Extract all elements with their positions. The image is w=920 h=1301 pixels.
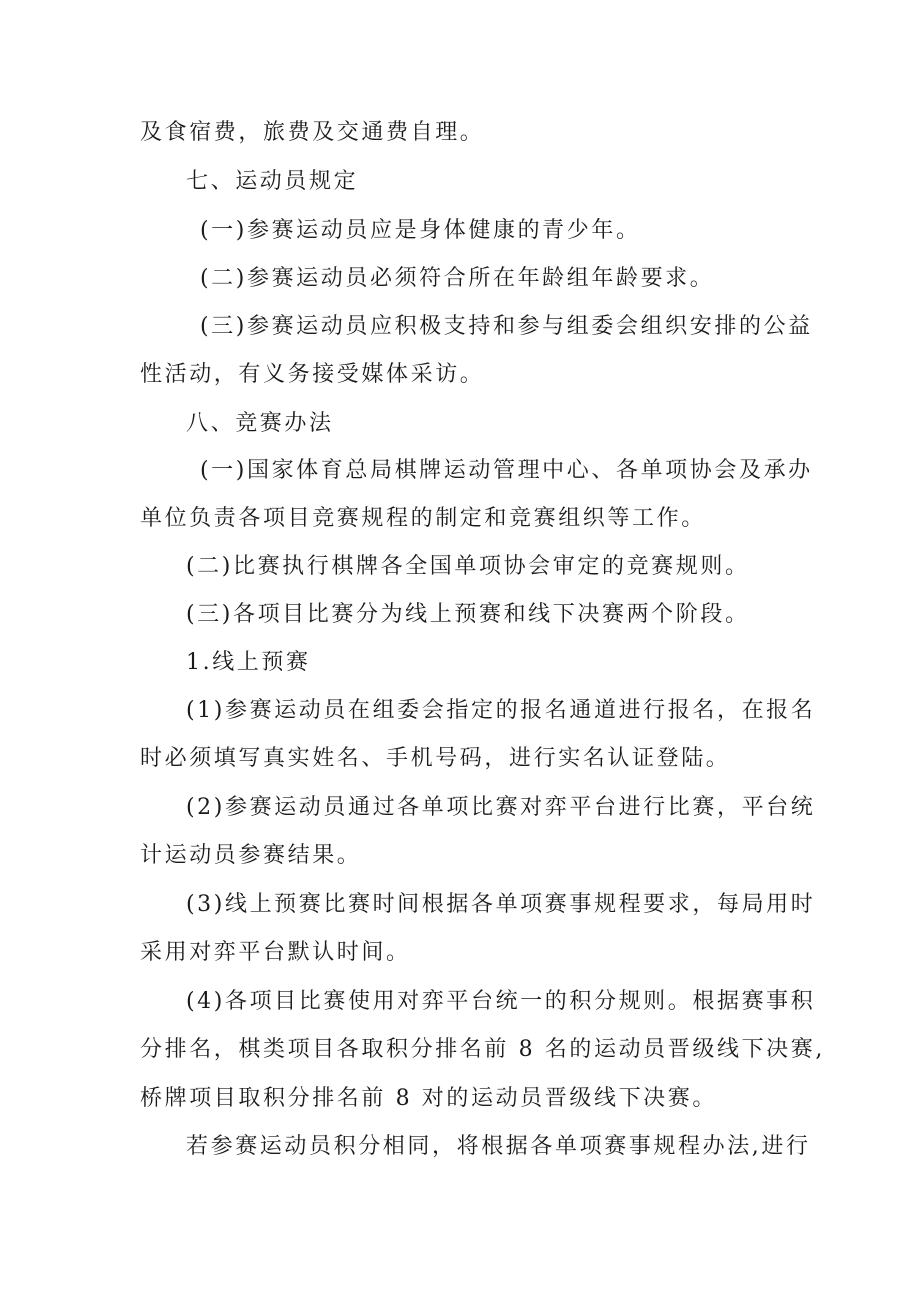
text-line: (4)各项目比赛使用对弈平台统一的积分规则。根据赛事积 (186, 989, 816, 1014)
text-line: 及食宿费，旅费及交通费自理。 (140, 120, 485, 145)
section-heading-7: 七、运动员规定 (186, 169, 359, 194)
text-line: (3)线上预赛比赛时间根据各单项赛事规程要求，每局用时 (186, 892, 816, 917)
text-line: (三)各项目比赛分为线上预赛和线下决赛两个阶段。 (186, 602, 750, 627)
text-line: 若参赛运动员积分相同，将根据各单项赛事规程办法,进行 (186, 1134, 811, 1159)
text-line: (2)参赛运动员通过各单项比赛对弈平台进行比赛，平台统 (186, 795, 816, 820)
text-line: 性活动，有义务接受媒体采访。 (140, 362, 485, 387)
section-heading-8: 八、竞赛办法 (186, 411, 334, 436)
text-line: (一)参赛运动员应是身体健康的青少年。 (200, 218, 641, 243)
text-line: 分排名，棋类项目各取积分排名前 8 名的运动员晋级线下决赛, (140, 1037, 825, 1062)
text-line: (二)比赛执行棋牌各全国单项协会审定的竞赛规则。 (186, 554, 750, 579)
text-line: (二)参赛运动员必须符合所在年龄组年龄要求。 (200, 266, 715, 291)
text-line: (1)参赛运动员在组委会指定的报名通道进行报名，在报名 (186, 698, 816, 723)
text-line: (一)国家体育总局棋牌运动管理中心、各单项协会及承办 (200, 458, 813, 483)
text-line: (三)参赛运动员应积极支持和参与组委会组织安排的公益 (200, 314, 813, 339)
text-line: 采用对弈平台默认时间。 (140, 940, 411, 965)
text-line: 桥牌项目取积分排名前 8 对的运动员晋级线下决赛。 (140, 1086, 717, 1111)
subsection-heading: 1.线上预赛 (186, 650, 311, 675)
text-line: 计运动员参赛结果。 (140, 843, 362, 868)
text-line: 单位负责各项目竞赛规程的制定和竞赛组织等工作。 (140, 506, 706, 531)
text-line: 时必须填写真实姓名、手机号码，进行实名认证登陆。 (140, 746, 731, 771)
